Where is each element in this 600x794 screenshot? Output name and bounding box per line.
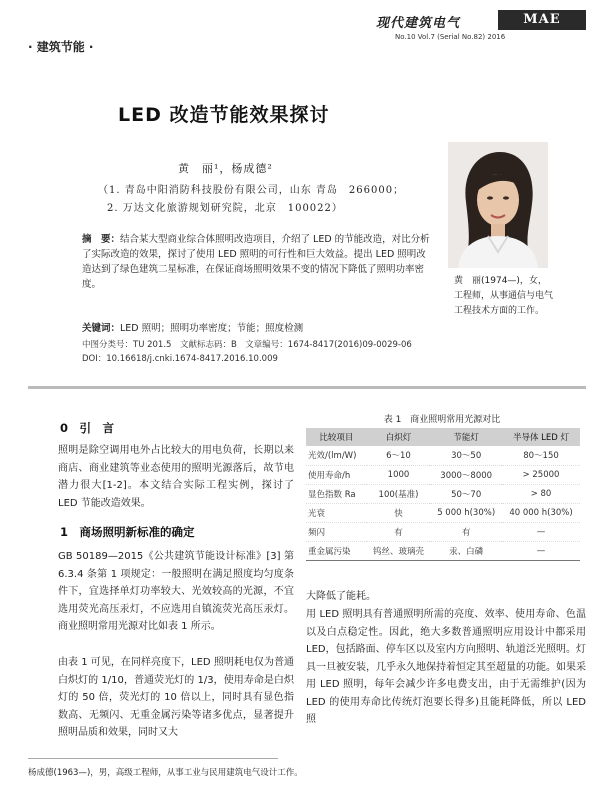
- table-header-cell: 节能灯: [430, 428, 502, 446]
- table-cell: 显色指数 Ra: [306, 484, 367, 503]
- table-cell: 3000～8000: [430, 465, 502, 484]
- table-cell: 快: [367, 503, 431, 522]
- classification-line: 中图分类号：TU 201.5 文献标志码：B 文章编号：1674-8417(2016)09-0029-06: [82, 340, 412, 350]
- table-cell: 5 000 h(30%): [430, 503, 502, 522]
- author-photo: [448, 142, 548, 268]
- table-cell: 有: [430, 522, 502, 541]
- paragraph-led: 用 LED 照明具有普通照明所需的亮度、效率、使用寿命、色温以及白点稳定性。因此，绝大多数普通照明应用设计中都采用 LED，包括路面、停车区以及室内方向照明、轨道泛光照明。灯具一旦被安装，几乎永久地保持着恒定其至超量的功能。如果采用 LED 照明，每年会减少许多电费支出，由于无需维护(因为 LED 的使用寿命比传统灯泡要长得多)且能耗降低，所以 LED 照: [306, 609, 586, 725]
- table-row: [306, 503, 580, 522]
- table-cell: 钨丝、玻璃壳: [367, 541, 431, 560]
- footer-divider: [28, 758, 278, 759]
- table-header-cell: 半导体 LED 灯: [502, 428, 580, 446]
- table-cell: 6～10: [367, 446, 431, 465]
- paragraph-table-discussion: 由表 1 可见，在同样亮度下，LED 照明耗电仅为普通白炽灯的 1/10，普通荧光灯的 1/3，使用寿命是白炽灯的 50 倍，荧光灯的 10 倍以上，同时具有显色指数高、无频闪、无重金属污染等诸多优点，显著提升照明品质和效果，同时又大: [58, 657, 294, 738]
- table-cell: 光衰: [306, 503, 367, 522]
- table-cell: > 80: [502, 484, 580, 503]
- authors: 黄 丽¹，杨成德²: [178, 162, 273, 175]
- footer-author-note: 杨成德(1963—)，男，高级工程师，从事工业与民用建筑电气设计工作。: [28, 768, 303, 778]
- table-row: [306, 446, 580, 465]
- table-header-cell: 比较项目: [306, 428, 367, 446]
- author-bio: 黄 丽(1974—)，女，工程师，从事通信与电气工程技术方面的工作。: [454, 276, 554, 316]
- table-cell: > 25000: [502, 465, 580, 484]
- table-cell: 50～70: [430, 484, 502, 503]
- section-heading-standard: 1 商场照明新标准的确定: [60, 525, 195, 539]
- table-header-cell: 白炽灯: [367, 428, 431, 446]
- table-row: [306, 484, 580, 503]
- table-cell: 1000: [367, 465, 431, 484]
- journal-logo: MAE: [498, 10, 586, 30]
- table-row: [306, 465, 580, 484]
- table-row: [306, 541, 580, 560]
- table-cell: 汞、白磷: [430, 541, 502, 560]
- abstract: [82, 232, 434, 292]
- abstract-text: 结合某大型商业综合体照明改造项目，介绍了 LED 的节能改造，对比分析了实际改造的效果，探讨了使用 LED 照明的可行性和巨大效益。提出 LED 照明改造达到了绿色建筑二星标准，在保证商场照明效果不变的情况下降低了照明功率密度。: [82, 234, 430, 290]
- abstract-label: 摘 要：: [82, 234, 121, 245]
- table-cell: 40 000 h(30%): [502, 503, 580, 522]
- affiliation-2: 2. 万达文化旅游规划研究院，北京 100022）: [107, 203, 343, 214]
- table-body: [306, 446, 580, 560]
- table-cell: 80～150: [502, 446, 580, 465]
- table-header-row: [306, 428, 580, 446]
- keywords-label: 关键词：: [82, 323, 121, 334]
- light-source-table: [306, 428, 580, 561]
- issue-line: No.10 Vol.7 (Serial No.82) 2016: [395, 33, 506, 41]
- table-cell: —: [502, 522, 580, 541]
- table-cell: 光效/(lm/W): [306, 446, 367, 465]
- journal-title: 现代建筑电气: [376, 16, 461, 31]
- table-cell: —: [502, 541, 580, 560]
- table-cell: 有: [367, 522, 431, 541]
- paragraph-continuation: 大降低了能耗。: [306, 591, 376, 602]
- table-caption: 表 1 商业照明常用光源对比: [383, 415, 501, 425]
- affiliation-1: （1. 青岛中阳消防科技股份有限公司，山东 青岛 266000；: [98, 185, 405, 196]
- paragraph-standard: GB 50189—2015《公共建筑节能设计标准》[3] 第 6.3.4 条第 1 项规定：一般照明在满足照度均匀度条件下，宜选择单灯功率较大、光效较高的光源，不宜选用荧光高压汞灯，不应选用自镇流荧光高压汞灯。商业照明常用光源对比如表 1 所示。: [58, 551, 294, 632]
- keywords: [82, 320, 437, 334]
- section-heading-intro: 0 引 言: [60, 421, 115, 435]
- table-row: [306, 522, 580, 541]
- table-cell: 重金属污染: [306, 541, 367, 560]
- table-cell: 30～50: [430, 446, 502, 465]
- doi-line: DOI：10.16618/j.cnki.1674-8417.2016.10.009: [82, 354, 278, 364]
- table-cell: 频闪: [306, 522, 367, 541]
- keywords-text: LED 照明；照明功率密度；节能；照度检测: [120, 323, 304, 334]
- section-label: · 建筑节能 ·: [28, 40, 94, 54]
- section-divider: [28, 386, 586, 389]
- table-cell: 100(基准): [367, 484, 431, 503]
- article-title: LED 改造节能效果探讨: [118, 104, 330, 126]
- paragraph-intro: 照明是除空调用电外占比较大的用电负荷，长期以来商店、商业建筑等业态使用的照明光源落后，故节电潜力很大[1-2]。本文结合实际工程实例，探讨了 LED 节能改造效果。: [58, 445, 294, 509]
- table-cell: 使用寿命/h: [306, 465, 367, 484]
- author-portrait-image: [448, 142, 548, 268]
